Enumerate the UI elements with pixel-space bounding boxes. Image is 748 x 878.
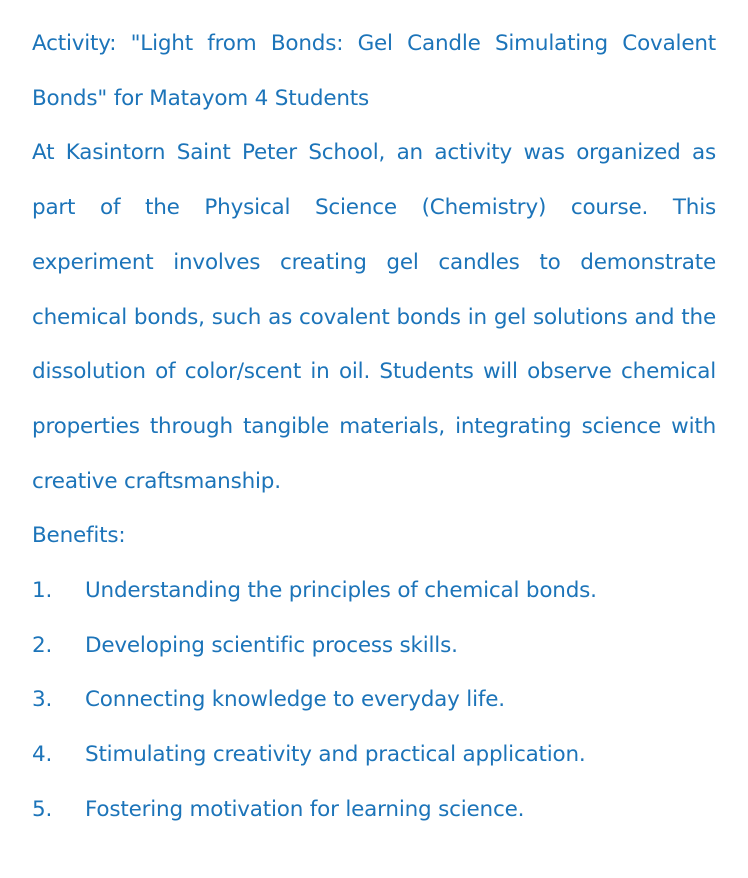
list-item-number: 4. — [32, 742, 53, 768]
list-item — [32, 783, 716, 838]
activity-description: At Kasintorn Saint Peter School, an activity was organized as part of the Physical Science (Chemistry) course. This experiment involves creating gel candles to demonstrate chemical bonds, such as covalent bonds in gel solutions and the dissolution of color/scent in oil. Students will observe chemical properties through tangible materials, integrating science with creative craftsmanship. — [32, 140, 716, 494]
activity-title: Activity: "Light from Bonds: Gel Candle Simulating Covalent Bonds" for Matayom 4 Students — [32, 31, 716, 111]
list-item — [32, 564, 716, 619]
document-content — [32, 17, 716, 838]
list-item — [32, 619, 716, 674]
list-item-text: Fostering motivation for learning science. — [85, 796, 525, 822]
list-item-text: Developing scientific process skills. — [85, 632, 458, 658]
list-item-text: Stimulating creativity and practical application. — [85, 742, 586, 768]
list-item-number: 2. — [32, 632, 53, 658]
list-item — [32, 728, 716, 783]
benefits-heading: Benefits: — [32, 523, 126, 549]
list-item — [32, 673, 716, 728]
list-item-number: 3. — [32, 687, 53, 713]
list-item-text: Connecting knowledge to everyday life. — [85, 687, 505, 713]
list-item-number: 5. — [32, 796, 53, 822]
benefits-list — [32, 564, 716, 838]
list-item-number: 1. — [32, 578, 53, 604]
list-item-text: Understanding the principles of chemical bonds. — [85, 578, 597, 604]
